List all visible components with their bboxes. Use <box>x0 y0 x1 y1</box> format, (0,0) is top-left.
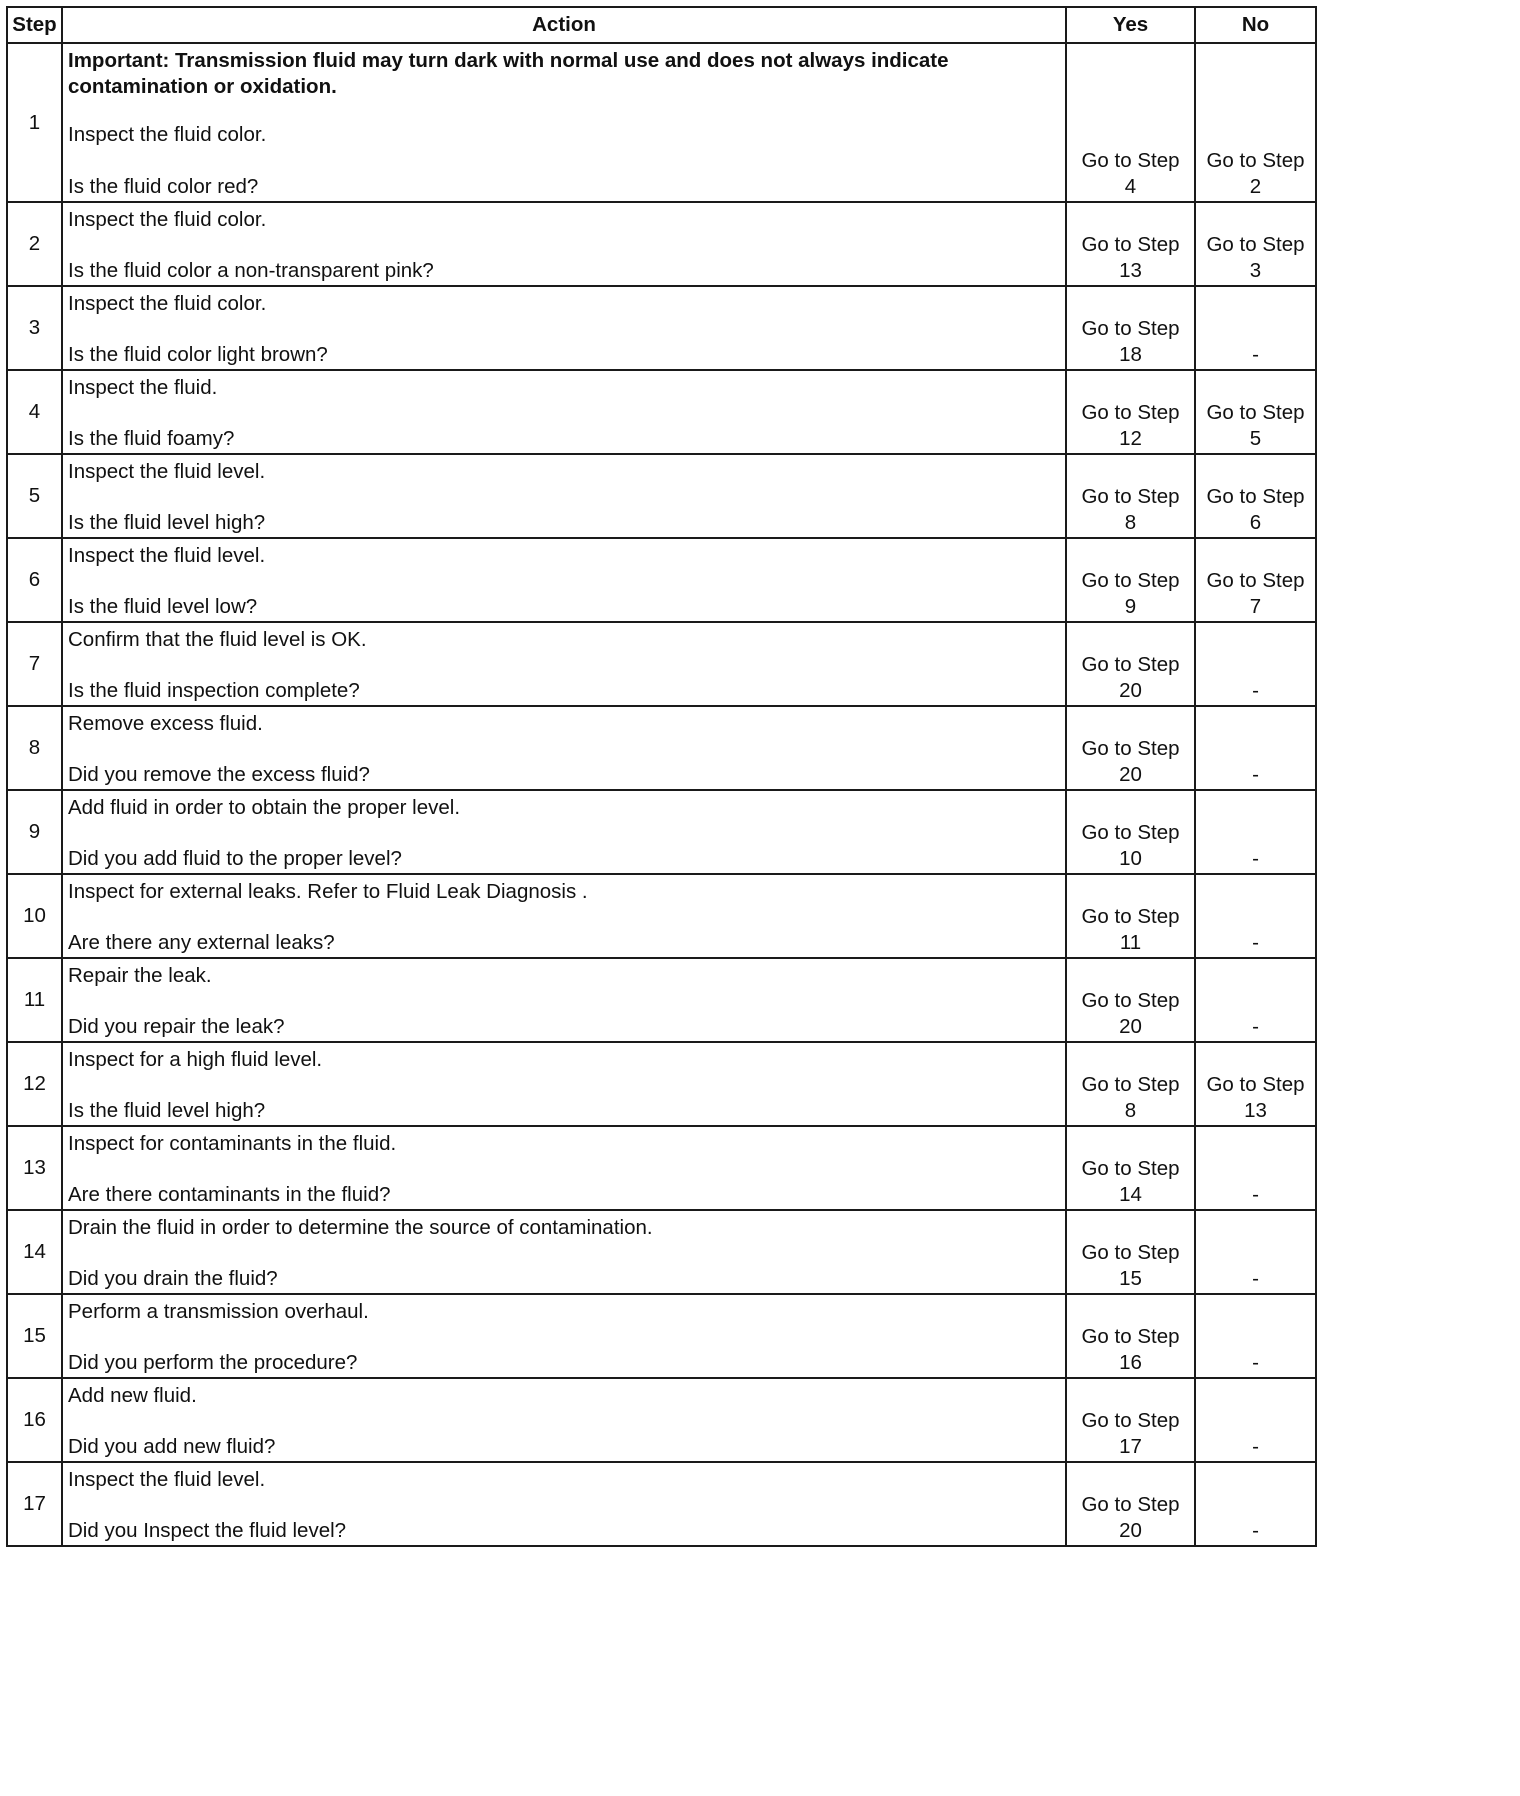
header-action: Action <box>62 7 1066 43</box>
action-cell <box>62 454 1066 538</box>
step-number: 5 <box>7 454 62 538</box>
no-text: - <box>1252 1519 1259 1542</box>
action-cell <box>62 622 1066 706</box>
table-row <box>7 1378 1316 1462</box>
yes-text: 20 <box>1119 763 1142 786</box>
action-cell <box>62 1462 1066 1546</box>
table-row <box>7 538 1316 622</box>
yes-text: 18 <box>1119 343 1142 366</box>
no-cell <box>1195 1378 1316 1462</box>
question-text: Is the fluid color light brown? <box>68 343 328 366</box>
no-text: - <box>1252 763 1259 786</box>
no-cell <box>1195 622 1316 706</box>
step-number: 16 <box>7 1378 62 1462</box>
question-text: Is the fluid foamy? <box>68 427 235 450</box>
action-cell <box>62 370 1066 454</box>
yes-cell <box>1066 43 1195 202</box>
instruction-text: Confirm that the fluid level is OK. <box>68 628 367 651</box>
yes-cell <box>1066 1378 1195 1462</box>
step-number: 4 <box>7 370 62 454</box>
yes-cell <box>1066 202 1195 286</box>
no-cell <box>1195 43 1316 202</box>
table-row <box>7 706 1316 790</box>
yes-text: 9 <box>1124 595 1137 618</box>
no-text: - <box>1252 343 1259 366</box>
yes-text: Go to Step <box>1081 1325 1180 1348</box>
question-text: Is the fluid level high? <box>68 1099 266 1122</box>
no-cell <box>1195 1126 1316 1210</box>
step-number: 11 <box>7 958 62 1042</box>
yes-text: Go to Step <box>1081 569 1180 592</box>
yes-cell <box>1066 1294 1195 1378</box>
step-number: 13 <box>7 1126 62 1210</box>
yes-cell <box>1066 454 1195 538</box>
no-text: Go to Step <box>1206 1073 1305 1096</box>
yes-text: Go to Step <box>1081 149 1180 172</box>
action-cell <box>62 43 1066 202</box>
no-cell <box>1195 1462 1316 1546</box>
table-row <box>7 43 1316 202</box>
question-text: Is the fluid level high? <box>68 511 266 534</box>
instruction-text: Inspect the fluid level. <box>68 544 266 567</box>
action-cell <box>62 1126 1066 1210</box>
yes-text: Go to Step <box>1081 1409 1180 1432</box>
step-number: 7 <box>7 622 62 706</box>
yes-text: 4 <box>1124 175 1137 198</box>
yes-cell <box>1066 1126 1195 1210</box>
header-step: Step <box>7 7 62 43</box>
no-text: - <box>1252 1267 1259 1290</box>
instruction-text: Perform a transmission overhaul. <box>68 1300 369 1323</box>
no-text: Go to Step <box>1206 485 1305 508</box>
yes-cell <box>1066 958 1195 1042</box>
action-cell <box>62 286 1066 370</box>
question-text: Did you perform the procedure? <box>68 1351 358 1374</box>
question-text: Did you add new fluid? <box>68 1435 276 1458</box>
no-cell <box>1195 454 1316 538</box>
yes-text: Go to Step <box>1081 1157 1180 1180</box>
instruction-text: Add fluid in order to obtain the proper level. <box>68 796 461 819</box>
step-number: 10 <box>7 874 62 958</box>
step-number: 15 <box>7 1294 62 1378</box>
no-text: 3 <box>1249 259 1262 282</box>
step-number: 8 <box>7 706 62 790</box>
no-text: - <box>1252 1183 1259 1206</box>
no-text: - <box>1252 1351 1259 1374</box>
important-note: Important: Transmission fluid may turn dark with normal use and does not always indicate contamination or oxidation. <box>68 49 949 98</box>
no-text: Go to Step <box>1206 149 1305 172</box>
step-number: 12 <box>7 1042 62 1126</box>
action-cell <box>62 874 1066 958</box>
table-row <box>7 874 1316 958</box>
yes-text: 8 <box>1124 1099 1137 1122</box>
header-no: No <box>1195 7 1316 43</box>
table-row <box>7 286 1316 370</box>
question-text: Are there any external leaks? <box>68 931 335 954</box>
yes-text: 20 <box>1119 1519 1142 1542</box>
table-row <box>7 202 1316 286</box>
no-text: - <box>1252 1435 1259 1458</box>
yes-cell <box>1066 286 1195 370</box>
question-text: Is the fluid color a non-transparent pink? <box>68 259 434 282</box>
yes-text: 15 <box>1119 1267 1142 1290</box>
no-text: - <box>1252 931 1259 954</box>
no-cell <box>1195 790 1316 874</box>
yes-cell <box>1066 622 1195 706</box>
table-row <box>7 1126 1316 1210</box>
yes-text: Go to Step <box>1081 905 1180 928</box>
yes-text: Go to Step <box>1081 401 1180 424</box>
yes-text: 20 <box>1119 679 1142 702</box>
yes-cell <box>1066 370 1195 454</box>
table-row <box>7 1294 1316 1378</box>
yes-cell <box>1066 706 1195 790</box>
action-cell <box>62 1210 1066 1294</box>
no-text: Go to Step <box>1206 401 1305 424</box>
table-row <box>7 622 1316 706</box>
yes-text: Go to Step <box>1081 821 1180 844</box>
action-cell <box>62 1294 1066 1378</box>
table-row <box>7 1210 1316 1294</box>
action-cell <box>62 1378 1066 1462</box>
yes-cell <box>1066 1462 1195 1546</box>
instruction-text: Inspect for contaminants in the fluid. <box>68 1132 397 1155</box>
step-number: 17 <box>7 1462 62 1546</box>
no-cell <box>1195 1042 1316 1126</box>
yes-text: Go to Step <box>1081 989 1180 1012</box>
instruction-text: Inspect for external leaks. Refer to Fluid Leak Diagnosis . <box>68 880 588 903</box>
table-row <box>7 790 1316 874</box>
instruction-text: Inspect the fluid color. <box>68 292 267 315</box>
action-cell <box>62 958 1066 1042</box>
no-cell <box>1195 1210 1316 1294</box>
yes-text: Go to Step <box>1081 485 1180 508</box>
step-number: 9 <box>7 790 62 874</box>
yes-text: 11 <box>1119 931 1142 954</box>
yes-text: 20 <box>1119 1015 1142 1038</box>
instruction-text: Add new fluid. <box>68 1384 197 1407</box>
instruction-text: Repair the leak. <box>68 964 212 987</box>
no-text: Go to Step <box>1206 233 1305 256</box>
question-text: Did you remove the excess fluid? <box>68 763 370 786</box>
no-text: - <box>1252 679 1259 702</box>
instruction-text: Drain the fluid in order to determine the source of contamination. <box>68 1216 653 1239</box>
no-text: 13 <box>1244 1099 1267 1122</box>
no-cell <box>1195 538 1316 622</box>
step-number: 14 <box>7 1210 62 1294</box>
question-text: Did you drain the fluid? <box>68 1267 278 1290</box>
yes-cell <box>1066 790 1195 874</box>
question-text: Are there contaminants in the fluid? <box>68 1183 391 1206</box>
question-text: Is the fluid color red? <box>68 175 259 198</box>
no-text: 5 <box>1249 427 1262 450</box>
yes-text: Go to Step <box>1081 1241 1180 1264</box>
table-row <box>7 958 1316 1042</box>
instruction-text: Inspect the fluid. <box>68 376 218 399</box>
yes-text: 16 <box>1119 1351 1142 1374</box>
action-cell <box>62 538 1066 622</box>
no-cell <box>1195 370 1316 454</box>
step-number: 6 <box>7 538 62 622</box>
no-text: Go to Step <box>1206 569 1305 592</box>
question-text: Is the fluid inspection complete? <box>68 679 360 702</box>
step-number: 1 <box>7 43 62 202</box>
yes-cell <box>1066 1042 1195 1126</box>
no-cell <box>1195 1294 1316 1378</box>
no-cell <box>1195 706 1316 790</box>
yes-text: Go to Step <box>1081 1073 1180 1096</box>
table-row <box>7 1462 1316 1546</box>
step-number: 2 <box>7 202 62 286</box>
question-text: Did you Inspect the fluid level? <box>68 1519 347 1542</box>
yes-text: Go to Step <box>1081 737 1180 760</box>
yes-cell <box>1066 874 1195 958</box>
no-text: 7 <box>1249 595 1262 618</box>
no-cell <box>1195 202 1316 286</box>
no-text: - <box>1252 1015 1259 1038</box>
no-cell <box>1195 286 1316 370</box>
yes-text: 14 <box>1119 1183 1142 1206</box>
action-cell <box>62 202 1066 286</box>
yes-text: Go to Step <box>1081 317 1180 340</box>
yes-text: 10 <box>1119 847 1142 870</box>
instruction-text: Inspect the fluid color. <box>68 208 267 231</box>
yes-text: 13 <box>1119 259 1142 282</box>
yes-text: Go to Step <box>1081 1493 1180 1516</box>
no-cell <box>1195 874 1316 958</box>
yes-text: 17 <box>1119 1435 1142 1458</box>
yes-text: 8 <box>1124 511 1137 534</box>
table-row <box>7 370 1316 454</box>
yes-text: Go to Step <box>1081 233 1180 256</box>
yes-text: Go to Step <box>1081 653 1180 676</box>
yes-cell <box>1066 1210 1195 1294</box>
step-number: 3 <box>7 286 62 370</box>
no-text: - <box>1252 847 1259 870</box>
instruction-text: Remove excess fluid. <box>68 712 263 735</box>
instruction-text: Inspect the fluid level. <box>68 460 266 483</box>
header-row <box>7 7 1316 43</box>
question-text: Did you repair the leak? <box>68 1015 285 1038</box>
yes-text: 12 <box>1119 427 1142 450</box>
instruction-text: Inspect the fluid color. <box>68 123 267 146</box>
yes-cell <box>1066 538 1195 622</box>
instruction-text: Inspect the fluid level. <box>68 1468 266 1491</box>
action-cell <box>62 1042 1066 1126</box>
action-cell <box>62 706 1066 790</box>
no-text: 2 <box>1249 175 1262 198</box>
table-row <box>7 454 1316 538</box>
table-row <box>7 1042 1316 1126</box>
header-yes: Yes <box>1066 7 1195 43</box>
diagnostic-table <box>6 6 1317 1547</box>
no-text: 6 <box>1249 511 1262 534</box>
no-cell <box>1195 958 1316 1042</box>
action-cell <box>62 790 1066 874</box>
question-text: Did you add fluid to the proper level? <box>68 847 402 870</box>
instruction-text: Inspect for a high fluid level. <box>68 1048 323 1071</box>
question-text: Is the fluid level low? <box>68 595 258 618</box>
